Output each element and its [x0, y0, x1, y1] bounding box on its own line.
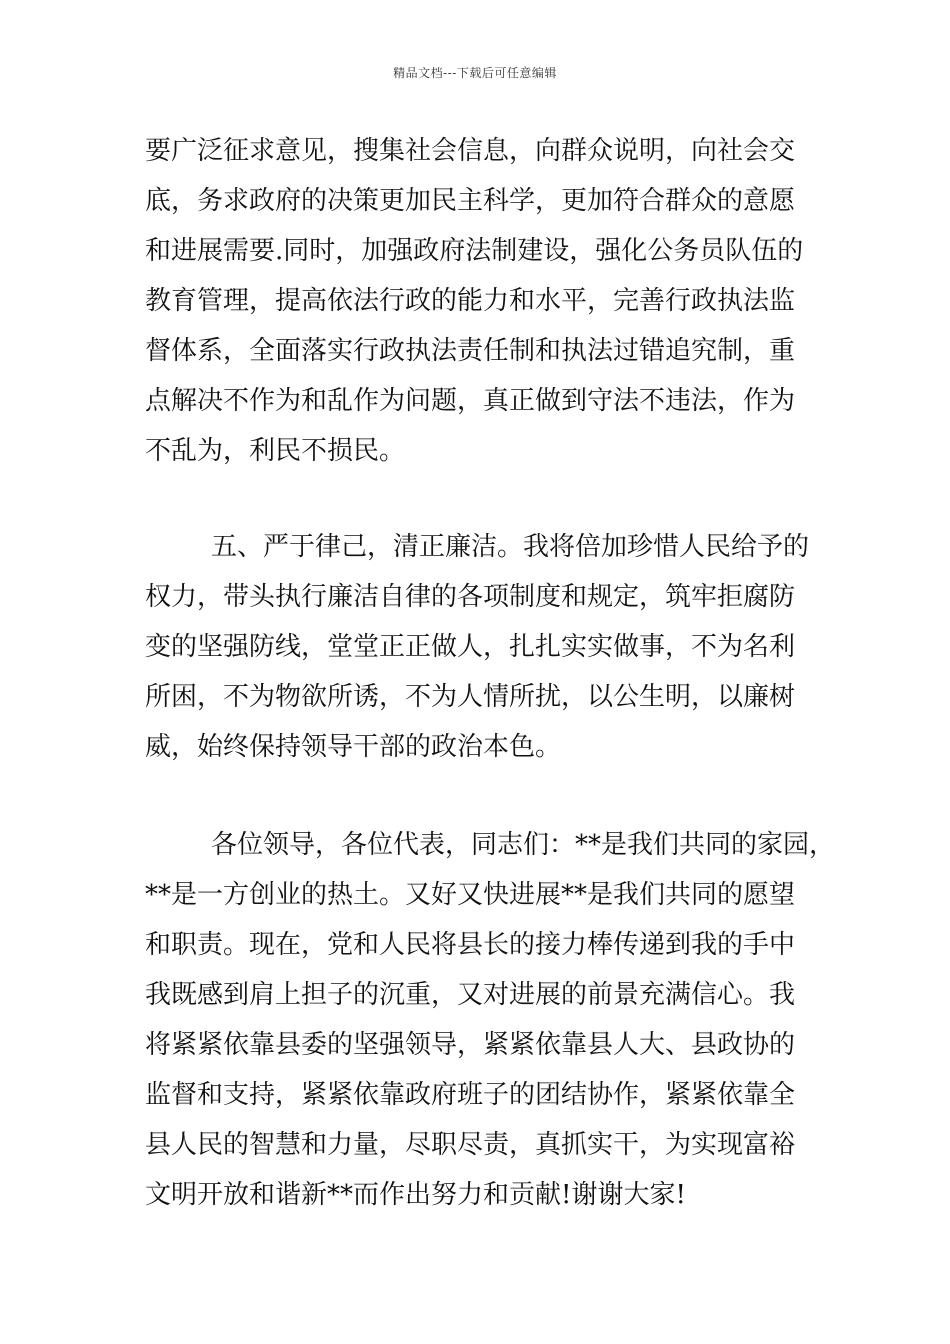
paragraph-line: 权力，带头执行廉洁自律的各项制度和规定，筑牢拒腐防	[145, 582, 796, 612]
paragraph-line: 和职责。现在，党和人民将县长的接力棒传递到我的手中	[145, 930, 796, 960]
paragraph-line: 威，始终保持领导干部的政治本色。	[145, 732, 562, 762]
paragraph-line: 各位领导，各位代表，同志们：**是我们共同的家园，	[211, 830, 836, 860]
paragraph-line: 文明开放和谐新**而作出努力和贡献!谢谢大家!	[145, 1180, 686, 1210]
paragraph-line: 点解决不作为和乱作为问题，真正做到守法不违法，作为	[145, 386, 796, 416]
paragraph-line: 要广泛征求意见，搜集社会信息，向群众说明，向社会交	[145, 136, 796, 166]
paragraph-line: 县人民的智慧和力量，尽职尽责，真抓实干，为实现富裕	[145, 1130, 796, 1160]
paragraph-line: 将紧紧依靠县委的坚强领导，紧紧依靠县人大、县政协的	[145, 1030, 796, 1060]
page-header: 精品文档---下载后可任意编辑	[393, 66, 557, 80]
paragraph-line: 监督和支持，紧紧依靠政府班子的团结协作，紧紧依靠全	[145, 1080, 796, 1110]
paragraph-line: 督体系，全面落实行政执法责任制和执法过错追究制，重	[145, 336, 796, 366]
paragraph-line: **是一方创业的热土。又好又快进展**是我们共同的愿望	[145, 880, 796, 910]
paragraph-line: 五、严于律己，清正廉洁。我将倍加珍惜人民给予的	[211, 532, 810, 562]
paragraph-1	[145, 126, 835, 476]
paragraph-line: 和进展需要.同时，加强政府法制建设，强化公务员队伍的	[145, 236, 804, 266]
paragraph-2	[145, 522, 835, 772]
paragraph-3	[145, 820, 835, 1220]
paragraph-line: 所困，不为物欲所诱，不为人情所扰，以公生明，以廉树	[145, 682, 796, 712]
paragraph-line: 不乱为，利民不损民。	[145, 436, 406, 466]
paragraph-line: 我既感到肩上担子的沉重，又对进展的前景充满信心。我	[145, 980, 796, 1010]
paragraph-line: 教育管理，提高依法行政的能力和水平，完善行政执法监	[145, 286, 796, 316]
paragraph-line: 底，务求政府的决策更加民主科学，更加符合群众的意愿	[145, 186, 796, 216]
paragraph-line: 变的坚强防线，堂堂正正做人，扎扎实实做事，不为名利	[145, 632, 796, 662]
